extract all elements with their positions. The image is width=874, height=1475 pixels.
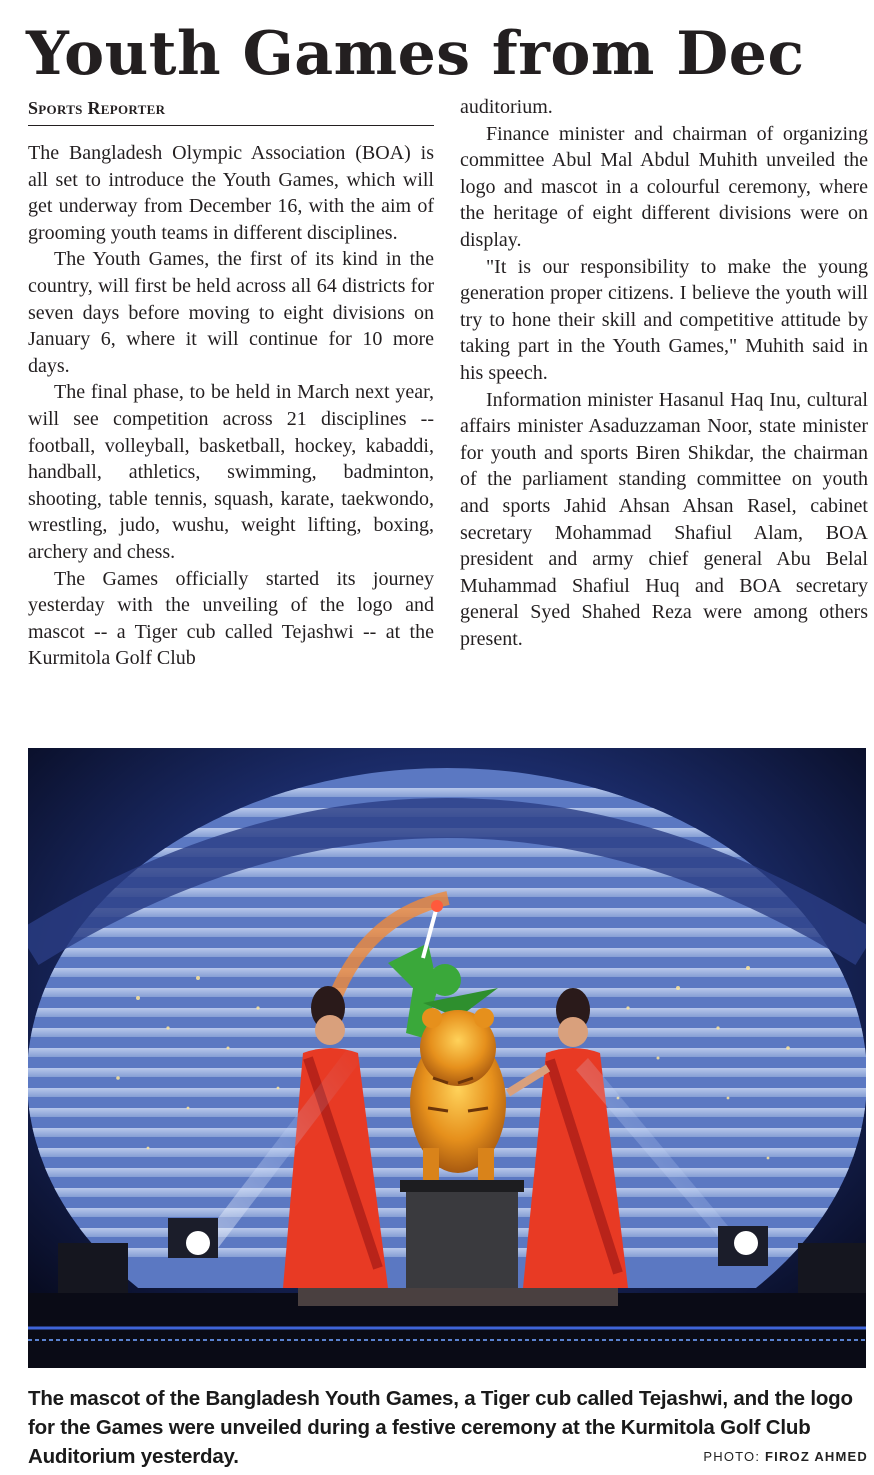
credit-label: PHOTO: [703,1449,761,1464]
paragraph: Information minister Hasanul Haq Inu, cultural affairs minister Asaduzzaman Noor, state minister for youth and sports Biren Shikdar, the chairman of the parliament standing committee on youth and sports Jahid Ahsan Ahsan Rasel, cabinet secretary Mohammad Shafiul Alam, BOA president and army chief general Abu Belal Muhammad Shafiul Huq and BOA secretary general Syed Shahed Reza were among others present. [460,388,868,650]
article-column-left [28,140,434,672]
paragraph: auditorium. [460,96,553,118]
pedestal [406,1188,518,1288]
credit-name: FIROZ AHMED [765,1449,868,1464]
ceremony-photo [28,748,866,1368]
paragraph: The final phase, to be held in March next year, will see competition across 21 disciplines -- football, volleyball, basketball, hockey, kabaddi, handball, athletics, swimming, badminton, shooting, table tennis, squash, karate, taekwondo, wrestling, judo, wushu, weight lifting, boxing, archery and chess. [28,381,434,563]
photo-credit [703,1449,868,1464]
paragraph: Finance minister and chairman of organizing committee Abul Mal Abdul Muhith unveiled the logo and mascot in a colourful ceremony, where the heritage of eight different divisions were on display. [460,122,868,251]
tiger-mascot [410,1008,506,1193]
paragraph: The Youth Games, the first of its kind in the country, will first be held across all 64 districts for seven days before moving to eight divisions on January 6, where it will continue for 10 more days. [28,248,434,377]
paragraph: The Games officially started its journey yesterday with the unveiling of the logo and mascot -- a Tiger cub called Tejashwi -- at the Kurmitola Golf Club [28,567,434,670]
article-column-right [460,94,868,652]
paragraph: The Bangladesh Olympic Association (BOA) is all set to introduce the Youth Games, which will get underway from December 16, with the aim of grooming youth teams in different disciplines. [28,142,434,244]
byline: Sports Reporter [28,98,434,126]
paragraph: "It is our responsibility to make the young generation proper citizens. I believe the youth will try to hone their skill and competitive attitude by taking part in the Youth Games," Muhith said in his speech. [460,255,868,384]
headline: Youth Games from Dec [26,19,805,89]
photo-caption: The mascot of the Bangladesh Youth Games, a Tiger cub called Tejashwi, and the logo for the Games were unveiled during a festive ceremony at the Kurmitola Golf Club Auditorium yesterday. [28,1387,853,1468]
